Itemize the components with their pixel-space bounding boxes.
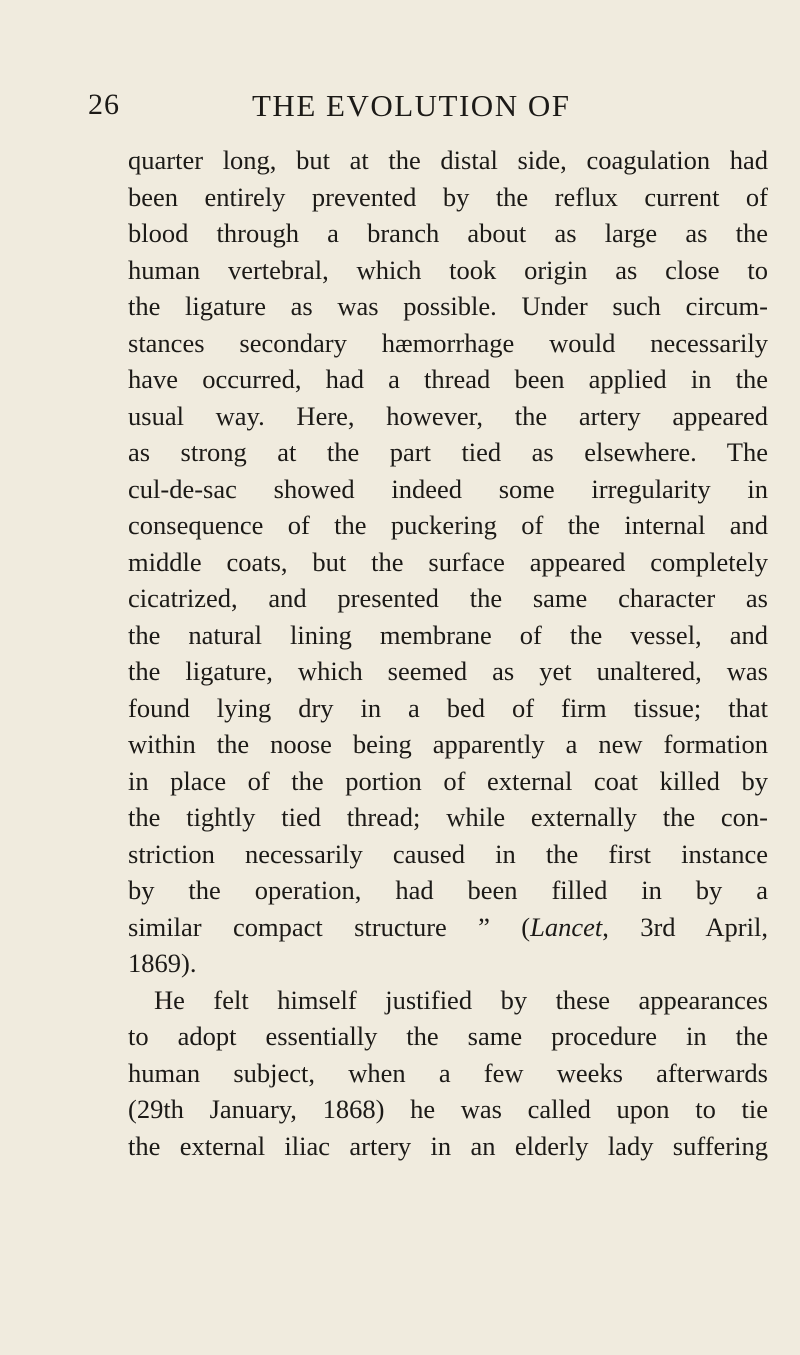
text-line: cul-de-sac showed indeed some irregularity in [128, 473, 768, 504]
text-line: been entirely prevented by the reflux current of [128, 181, 768, 212]
paragraph-2 [128, 982, 768, 1165]
text-line: in place of the portion of external coat killed by [128, 765, 768, 796]
text-line: usual way. Here, however, the artery appeared [128, 400, 768, 431]
paragraph-1 [128, 142, 768, 982]
text-line-final: 1869). [128, 948, 197, 978]
citation-journal: Lancet [530, 911, 603, 942]
citation-line [128, 909, 768, 946]
text-line: striction necessarily caused in the first instance [128, 838, 768, 869]
text-line: quarter long, but at the distal side, coagulation had [128, 145, 768, 175]
text-line: to adopt essentially the same procedure in the [128, 1021, 768, 1051]
text-line: found lying dry in a bed of firm tissue; that [128, 692, 768, 723]
text-line: consequence of the puckering of the internal and [128, 510, 768, 540]
text-line: human subject, when a few weeks afterwards [128, 1057, 768, 1088]
page-number: 26 [88, 88, 120, 121]
running-head: THE EVOLUTION OF [252, 88, 571, 123]
text-line: the tightly tied thread; while externally the con- [128, 802, 768, 832]
text-line: the natural lining membrane of the vessel, and [128, 619, 768, 650]
text-line: have occurred, had a thread been applied in the [128, 364, 768, 394]
page-header [88, 88, 748, 132]
body-text [128, 142, 768, 1164]
text-line: middle coats, but the surface appeared completely [128, 546, 768, 577]
text-line: cicatrized, and presented the same character as [128, 583, 768, 613]
text-line: stances secondary hæmorrhage would necessarily [128, 327, 768, 358]
text-line: as strong at the part tied as elsewhere. The [128, 437, 768, 467]
text-line: He felt himself justified by these appearances [154, 984, 768, 1015]
citation-text-after: , 3rd April, [602, 911, 768, 942]
text-line: the external iliac artery in an elderly lady suffering [128, 1130, 768, 1161]
text-line: within the noose being apparently a new formation [128, 729, 768, 759]
text-line: (29th January, 1868) he was called upon to tie [128, 1094, 768, 1124]
text-line: human vertebral, which took origin as close to [128, 254, 768, 285]
text-line: the ligature as was possible. Under such circum- [128, 291, 768, 321]
citation-text-before: similar compact structure ” ( [128, 911, 531, 942]
text-line: the ligature, which seemed as yet unaltered, was [128, 656, 768, 686]
text-line: by the operation, had been filled in by a [128, 875, 768, 905]
text-line: blood through a branch about as large as the [128, 218, 768, 248]
